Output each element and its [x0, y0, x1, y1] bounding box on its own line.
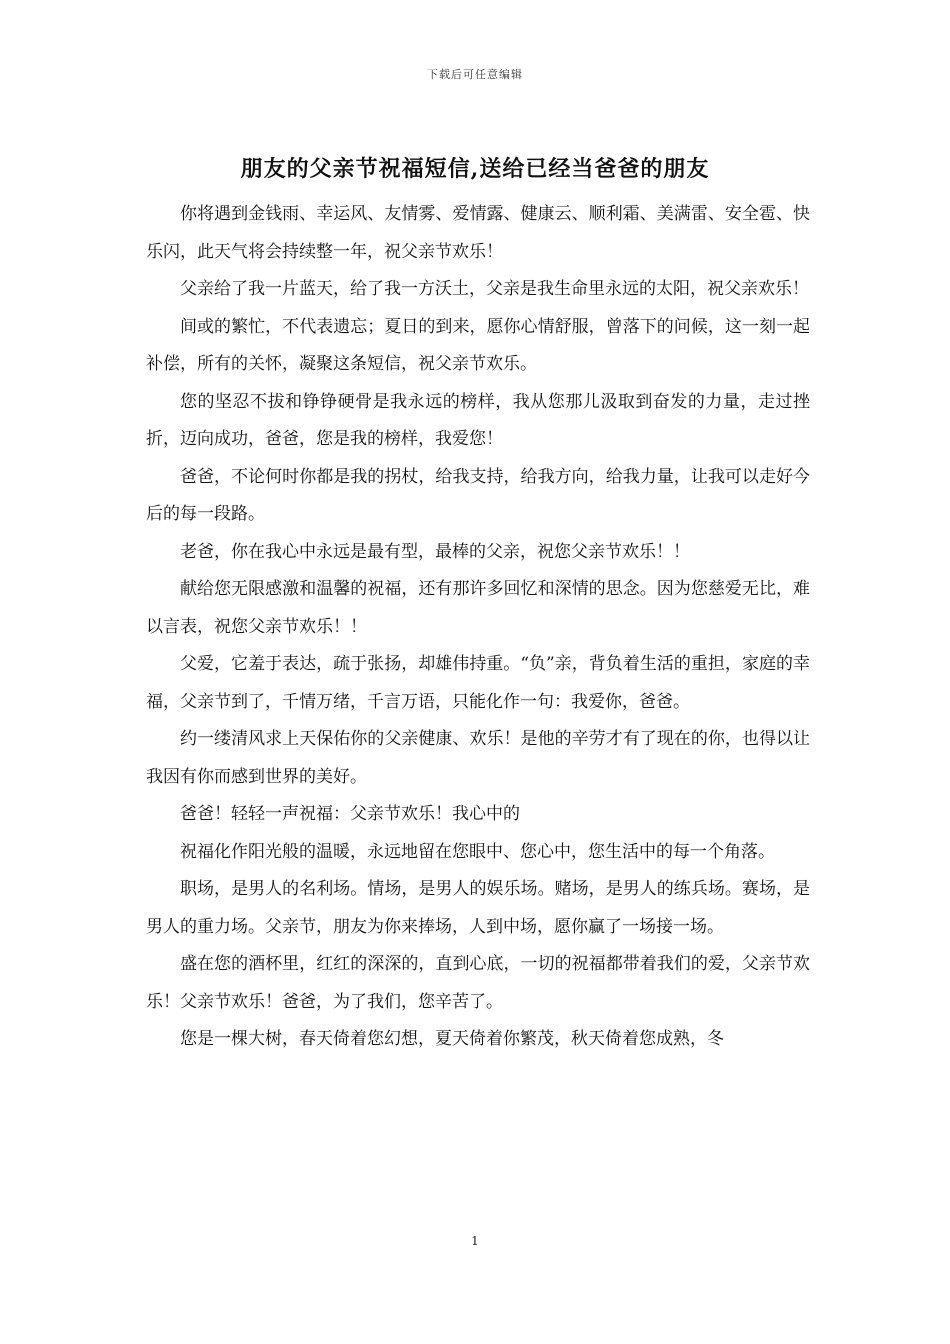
paragraph-2: 父亲给了我一片蓝天，给了我一方沃土，父亲是我生命里永远的太阳，祝父亲欢乐！: [180, 279, 809, 299]
paragraph-7: 献给您无限感激和温馨的祝福，还有那许多回忆和深情的思念。因为您慈爱无比，难以言表，祝您父亲节欢乐！！: [146, 579, 810, 637]
paragraph-6: 老爸，你在我心中永远是最有型，最棒的父亲，祝您父亲节欢乐！！: [180, 541, 690, 562]
document-title: 朋友的父亲节祝福短信,送给已经当爸爸的朋友: [240, 156, 710, 182]
paragraph-10: 爸爸！轻轻一声祝福：父亲节欢乐！我心中的: [180, 804, 520, 824]
paragraph-11: 祝福化作阳光般的温暖，永远地留在您眼中、您心中，您生活中的每一个角落。: [180, 841, 775, 862]
header-note: 下载后可任意编辑: [427, 68, 523, 81]
paragraph-13: 盛在您的酒杯里，红红的深深的，直到心底，一切的祝福都带着我们的爱，父亲节欢乐！父亲节欢乐！爸爸，为了我们，您辛苦了。: [146, 954, 810, 1012]
paragraph-12: 职场，是男人的名利场。情场，是男人的娱乐场。赌场，是男人的练兵场。赛场，是男人的重力场。父亲节，朋友为你来捧场，人到中场，愿你赢了一场接一场。: [146, 879, 810, 937]
paragraph-4: 您的坚忍不拔和铮铮硬骨是我永远的榜样，我从您那儿汲取到奋发的力量，走过挫折，迈向成功，爸爸，您是我的榜样，我爱您！: [146, 391, 810, 449]
document-body: [146, 196, 810, 1059]
page-number: 1: [471, 1234, 479, 1248]
paragraph-14: 您是一棵大树，春天倚着您幻想，夏天倚着你繁茂，秋天倚着您成熟，冬: [180, 1029, 724, 1049]
paragraph-5: 爸爸，不论何时你都是我的拐杖，给我支持，给我方向，给我力量，让我可以走好今后的每一段路。: [146, 466, 810, 524]
paragraph-8: 父爱，它羞于表达，疏于张扬，却雄伟持重。“负”亲，背负着生活的重担，家庭的幸福，父亲节到了，千情万绪，千言万语，只能化作一句：我爱你，爸爸。: [146, 654, 810, 712]
paragraph-1: 你将遇到金钱雨、幸运风、友情雾、爱情露、健康云、顺利霜、美满雷、安全雹、快乐闪，此天气将会持续整一年，祝父亲节欢乐！: [146, 204, 810, 262]
paragraph-3: 间或的繁忙，不代表遗忘；夏日的到来，愿你心情舒服，曾落下的问候，这一刻一起补偿，所有的关怀，凝聚这条短信，祝父亲节欢乐。: [146, 316, 810, 374]
paragraph-9: 约一缕清风求上天保佑你的父亲健康、欢乐！是他的辛劳才有了现在的你，也得以让我因有你而感到世界的美好。: [146, 729, 810, 787]
